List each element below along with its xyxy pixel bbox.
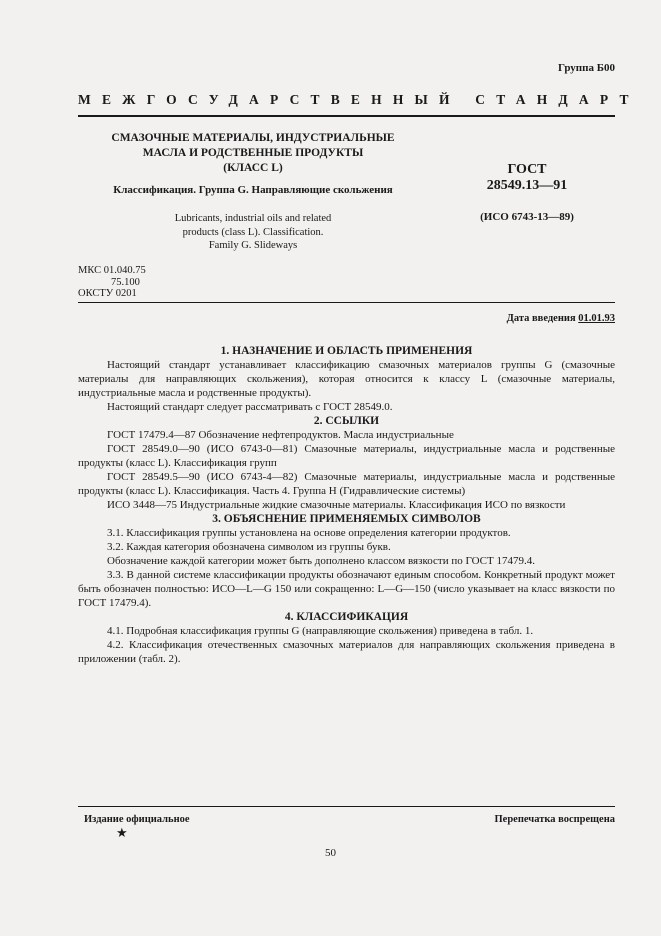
classification-codes xyxy=(78,265,146,300)
reference-item: ГОСТ 28549.0—90 (ИСО 6743-0—81) Смазочные материалы, индустриальные масла и родственные продукты (класс L). Классификация групп xyxy=(78,443,615,469)
date-value: 01.01.93 xyxy=(578,313,615,324)
reference-item: ИСО 3448—75 Индустриальные жидкие смазочные материалы. Классификация ИСО по вязкости xyxy=(107,499,566,511)
section-heading: 2. ССЫЛКИ xyxy=(313,415,380,427)
mks-code: 01.040.75 xyxy=(103,265,146,276)
page-number: 50 xyxy=(325,847,336,859)
paragraph: 3.3. В данной системе классификации продукты обозначают единым способом. Конкретный продукт может быть обозначен полностью: ИСО—L—G 150 или сокращенно: L—G—150 (число указывает на класс вязкости по ГОСТ 17479.4). xyxy=(78,569,615,609)
reprint-prohibited-note: Перепечатка воспрещена xyxy=(494,814,615,825)
gost-number: 28549.13—91 xyxy=(486,178,568,193)
introduction-date xyxy=(420,313,615,324)
paragraph: 3.1. Классификация группы установлена на основе определения категории продуктов. xyxy=(107,527,511,539)
title-line: МАСЛА И РОДСТВЕННЫЕ ПРОДУКТЫ xyxy=(142,147,364,159)
date-label: Дата введения xyxy=(506,313,576,324)
paragraph: Настоящий стандарт следует рассматривать с ГОСТ 28549.0. xyxy=(107,401,393,413)
title-line: (КЛАСС L) xyxy=(223,162,283,174)
paragraph: 4.2. Классификация отечественных смазочных материалов для направляющих скольжения приведена в приложении (табл. 2). xyxy=(78,639,615,665)
english-title xyxy=(78,212,428,253)
section-heading: 3. ОБЪЯСНЕНИЕ ПРИМЕНЯЕМЫХ СИМВОЛОВ xyxy=(212,513,481,525)
reference-item: ГОСТ 17479.4—87 Обозначение нефтепродуктов. Масла индустриальные xyxy=(107,429,454,441)
star-icon: ★ xyxy=(116,825,128,840)
paragraph: Обозначение каждой категории может быть дополнено классом вязкости по ГОСТ 17479.4. xyxy=(107,555,535,567)
header-rule xyxy=(78,115,615,117)
mks-code: 75.100 xyxy=(111,276,140,288)
reference-item: ГОСТ 28549.5—90 (ИСО 6743-4—82) Смазочные материалы, индустриальные масла и родственные продукты (класс L). Классификация. Часть 4. Группа Н (Гидравлические системы) xyxy=(78,471,615,497)
official-edition-note: Издание официальное xyxy=(84,814,190,825)
gost-label: ГОСТ xyxy=(507,162,547,177)
paragraph: 3.2. Каждая категория обозначена символом из группы букв. xyxy=(107,541,391,553)
mks-label: МКС xyxy=(78,265,102,276)
okstu-code: ОКСТУ 0201 xyxy=(78,288,137,299)
section-heading: 4. КЛАССИФИКАЦИЯ xyxy=(284,611,409,623)
codes-rule xyxy=(78,302,615,303)
paragraph: 4.1. Подробная классификация группы G (направляющие скольжения) приведена в табл. 1. xyxy=(107,625,534,637)
standard-banner: МЕЖГОСУДАРСТВЕННЫЙ СТАНДАРТ xyxy=(78,92,640,107)
english-title-line: Lubricants, industrial oils and related xyxy=(174,213,332,224)
iso-equivalent: (ИСО 6743-13—89) xyxy=(480,211,574,223)
document-title xyxy=(78,131,428,176)
english-title-line: products (class L). Classification. xyxy=(182,226,324,238)
title-line: СМАЗОЧНЫЕ МАТЕРИАЛЫ, ИНДУСТРИАЛЬНЫЕ xyxy=(111,132,395,144)
gost-designation xyxy=(452,162,602,194)
group-code: Группа Б00 xyxy=(558,62,615,74)
section-heading: 1. НАЗНАЧЕНИЕ И ОБЛАСТЬ ПРИМЕНЕНИЯ xyxy=(220,345,473,357)
footer-rule xyxy=(78,806,615,807)
paragraph: Настоящий стандарт устанавливает классификацию смазочных материалов группы G (смазочные материалы для направляющих скольжения), которая относится к классу L (смазочные материалы, индустриальные масла и родственные продукты). xyxy=(78,359,615,399)
document-subtitle: Классификация. Группа G. Направляющие скольжения xyxy=(113,184,393,196)
document-body xyxy=(78,344,615,666)
english-title-line: Family G. Slideways xyxy=(208,240,298,251)
